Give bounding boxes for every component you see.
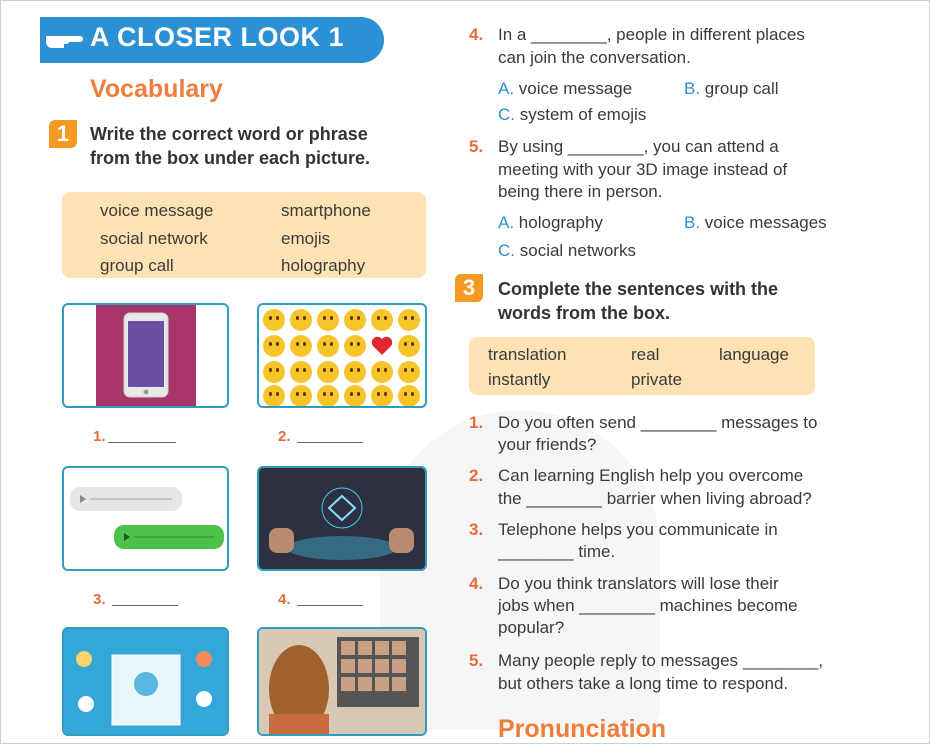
option-a[interactable] <box>498 212 603 234</box>
pointing-hand-icon <box>40 16 86 62</box>
question-text: By using ________, you can attend a <box>498 137 779 156</box>
answer-blank[interactable] <box>108 442 176 443</box>
emoji-icon <box>344 361 366 383</box>
question-text: meeting with your 3D image instead of <box>498 160 788 179</box>
word-box-item: private <box>631 370 683 389</box>
emoji-icon <box>290 335 312 357</box>
emoji-icon <box>371 385 393 407</box>
option-a[interactable] <box>498 78 632 100</box>
question-number: 3. <box>469 520 484 539</box>
picture-social-network <box>62 627 229 736</box>
emoji-icon <box>290 361 312 383</box>
emoji-icon <box>317 385 339 407</box>
voice-message-icon <box>64 468 227 569</box>
answer-blank[interactable] <box>297 442 363 443</box>
answer-blank[interactable] <box>297 605 363 606</box>
question-text: jobs when ________ machines become <box>498 596 798 615</box>
video-call-icon <box>259 629 425 734</box>
hologram-icon <box>259 468 425 569</box>
option-letter: B. <box>684 213 701 232</box>
question-number: 2. <box>469 466 484 485</box>
question-text: your friends? <box>498 435 597 454</box>
option-text: system of emojis <box>519 105 647 124</box>
emoji-icon <box>263 385 285 407</box>
option-letter: C. <box>498 105 515 124</box>
question-text: Can learning English help you overcome <box>498 466 804 485</box>
emoji-icon <box>290 385 312 407</box>
picture-voice-message <box>62 466 229 571</box>
question-text: Do you often send ________ messages to <box>498 413 818 432</box>
emoji-icon <box>398 385 420 407</box>
option-text: voice message <box>518 79 633 98</box>
emoji-icon <box>263 309 285 331</box>
option-letter: A. <box>498 213 515 232</box>
question-text: Telephone helps you communicate in <box>498 520 778 539</box>
emoji-icon <box>398 309 420 331</box>
word-box-item: smartphone <box>281 201 371 220</box>
emoji-icon <box>317 335 339 357</box>
emoji-icon <box>263 335 285 357</box>
emoji-icon <box>371 309 393 331</box>
picture-label: 2. <box>278 428 291 445</box>
question-text: the ________ barrier when living abroad? <box>498 489 812 508</box>
emoji-icon <box>398 335 420 357</box>
word-box-item: holography <box>281 256 366 275</box>
question-number: 4. <box>469 574 484 593</box>
word-box-item: language <box>719 345 789 364</box>
question-number: 4. <box>469 25 484 44</box>
social-network-icon <box>64 629 227 734</box>
question-number: 5. <box>469 651 484 670</box>
exercise-1-number: 1 <box>49 120 77 148</box>
emoji-icon <box>344 385 366 407</box>
word-box-item: instantly <box>488 370 551 389</box>
option-text: social networks <box>519 241 636 260</box>
option-letter: B. <box>684 79 701 98</box>
question-text: but others take a long time to respond. <box>498 674 789 693</box>
word-box-item: translation <box>488 345 567 364</box>
option-text: voice messages <box>704 213 827 232</box>
question-text: being there in person. <box>498 182 663 201</box>
question-text: Many people reply to messages ________, <box>498 651 824 670</box>
word-box-item: group call <box>100 256 174 275</box>
pronunciation-heading: Pronunciation <box>498 715 667 743</box>
smartphone-icon <box>64 305 227 406</box>
word-box-item: social network <box>100 229 208 248</box>
word-box-item: voice message <box>100 201 214 220</box>
emoji-icon <box>317 361 339 383</box>
emoji-icon <box>290 309 312 331</box>
question-text: can join the conversation. <box>498 48 691 67</box>
emoji-icon <box>344 335 366 357</box>
emoji-icon <box>263 361 285 383</box>
option-letter: C. <box>498 241 515 260</box>
question-text: In a ________, people in different places <box>498 25 805 44</box>
option-letter: A. <box>498 79 515 98</box>
picture-group-call <box>257 627 427 736</box>
option-c[interactable] <box>498 240 636 262</box>
picture-smartphone <box>62 303 229 408</box>
exercise-1-instruction-line2: from the box under each picture. <box>90 148 371 168</box>
vocabulary-heading: Vocabulary <box>90 75 223 103</box>
exercise-3-number: 3 <box>455 274 483 302</box>
heart-icon <box>370 334 394 358</box>
question-number: 1. <box>469 413 484 432</box>
picture-label: 1. <box>93 428 106 445</box>
emoji-icon <box>371 361 393 383</box>
word-box-item: real <box>631 345 660 364</box>
exercise-3-instruction-line2: words from the box. <box>498 303 671 323</box>
option-b[interactable] <box>684 78 779 100</box>
picture-holography <box>257 466 427 571</box>
question-number: 5. <box>469 137 484 156</box>
exercise-3-instruction-line1: Complete the sentences with the <box>498 279 779 299</box>
option-b[interactable] <box>684 212 827 234</box>
answer-blank[interactable] <box>112 605 178 606</box>
option-c[interactable] <box>498 104 646 126</box>
picture-emojis <box>257 303 427 408</box>
emoji-icon <box>344 309 366 331</box>
page-title: A CLOSER LOOK 1 <box>90 22 345 52</box>
emoji-icon <box>317 309 339 331</box>
picture-label: 4. <box>278 591 291 608</box>
option-text: group call <box>704 79 779 98</box>
picture-label: 3. <box>93 591 106 608</box>
question-text: ________ time. <box>498 542 616 561</box>
emoji-icon <box>398 361 420 383</box>
option-text: holography <box>518 213 603 232</box>
question-text: popular? <box>498 618 565 637</box>
exercise-1-instruction-line1: Write the correct word or phrase <box>90 124 368 144</box>
word-box-item: emojis <box>281 229 331 248</box>
question-text: Do you think translators will lose their <box>498 574 779 593</box>
